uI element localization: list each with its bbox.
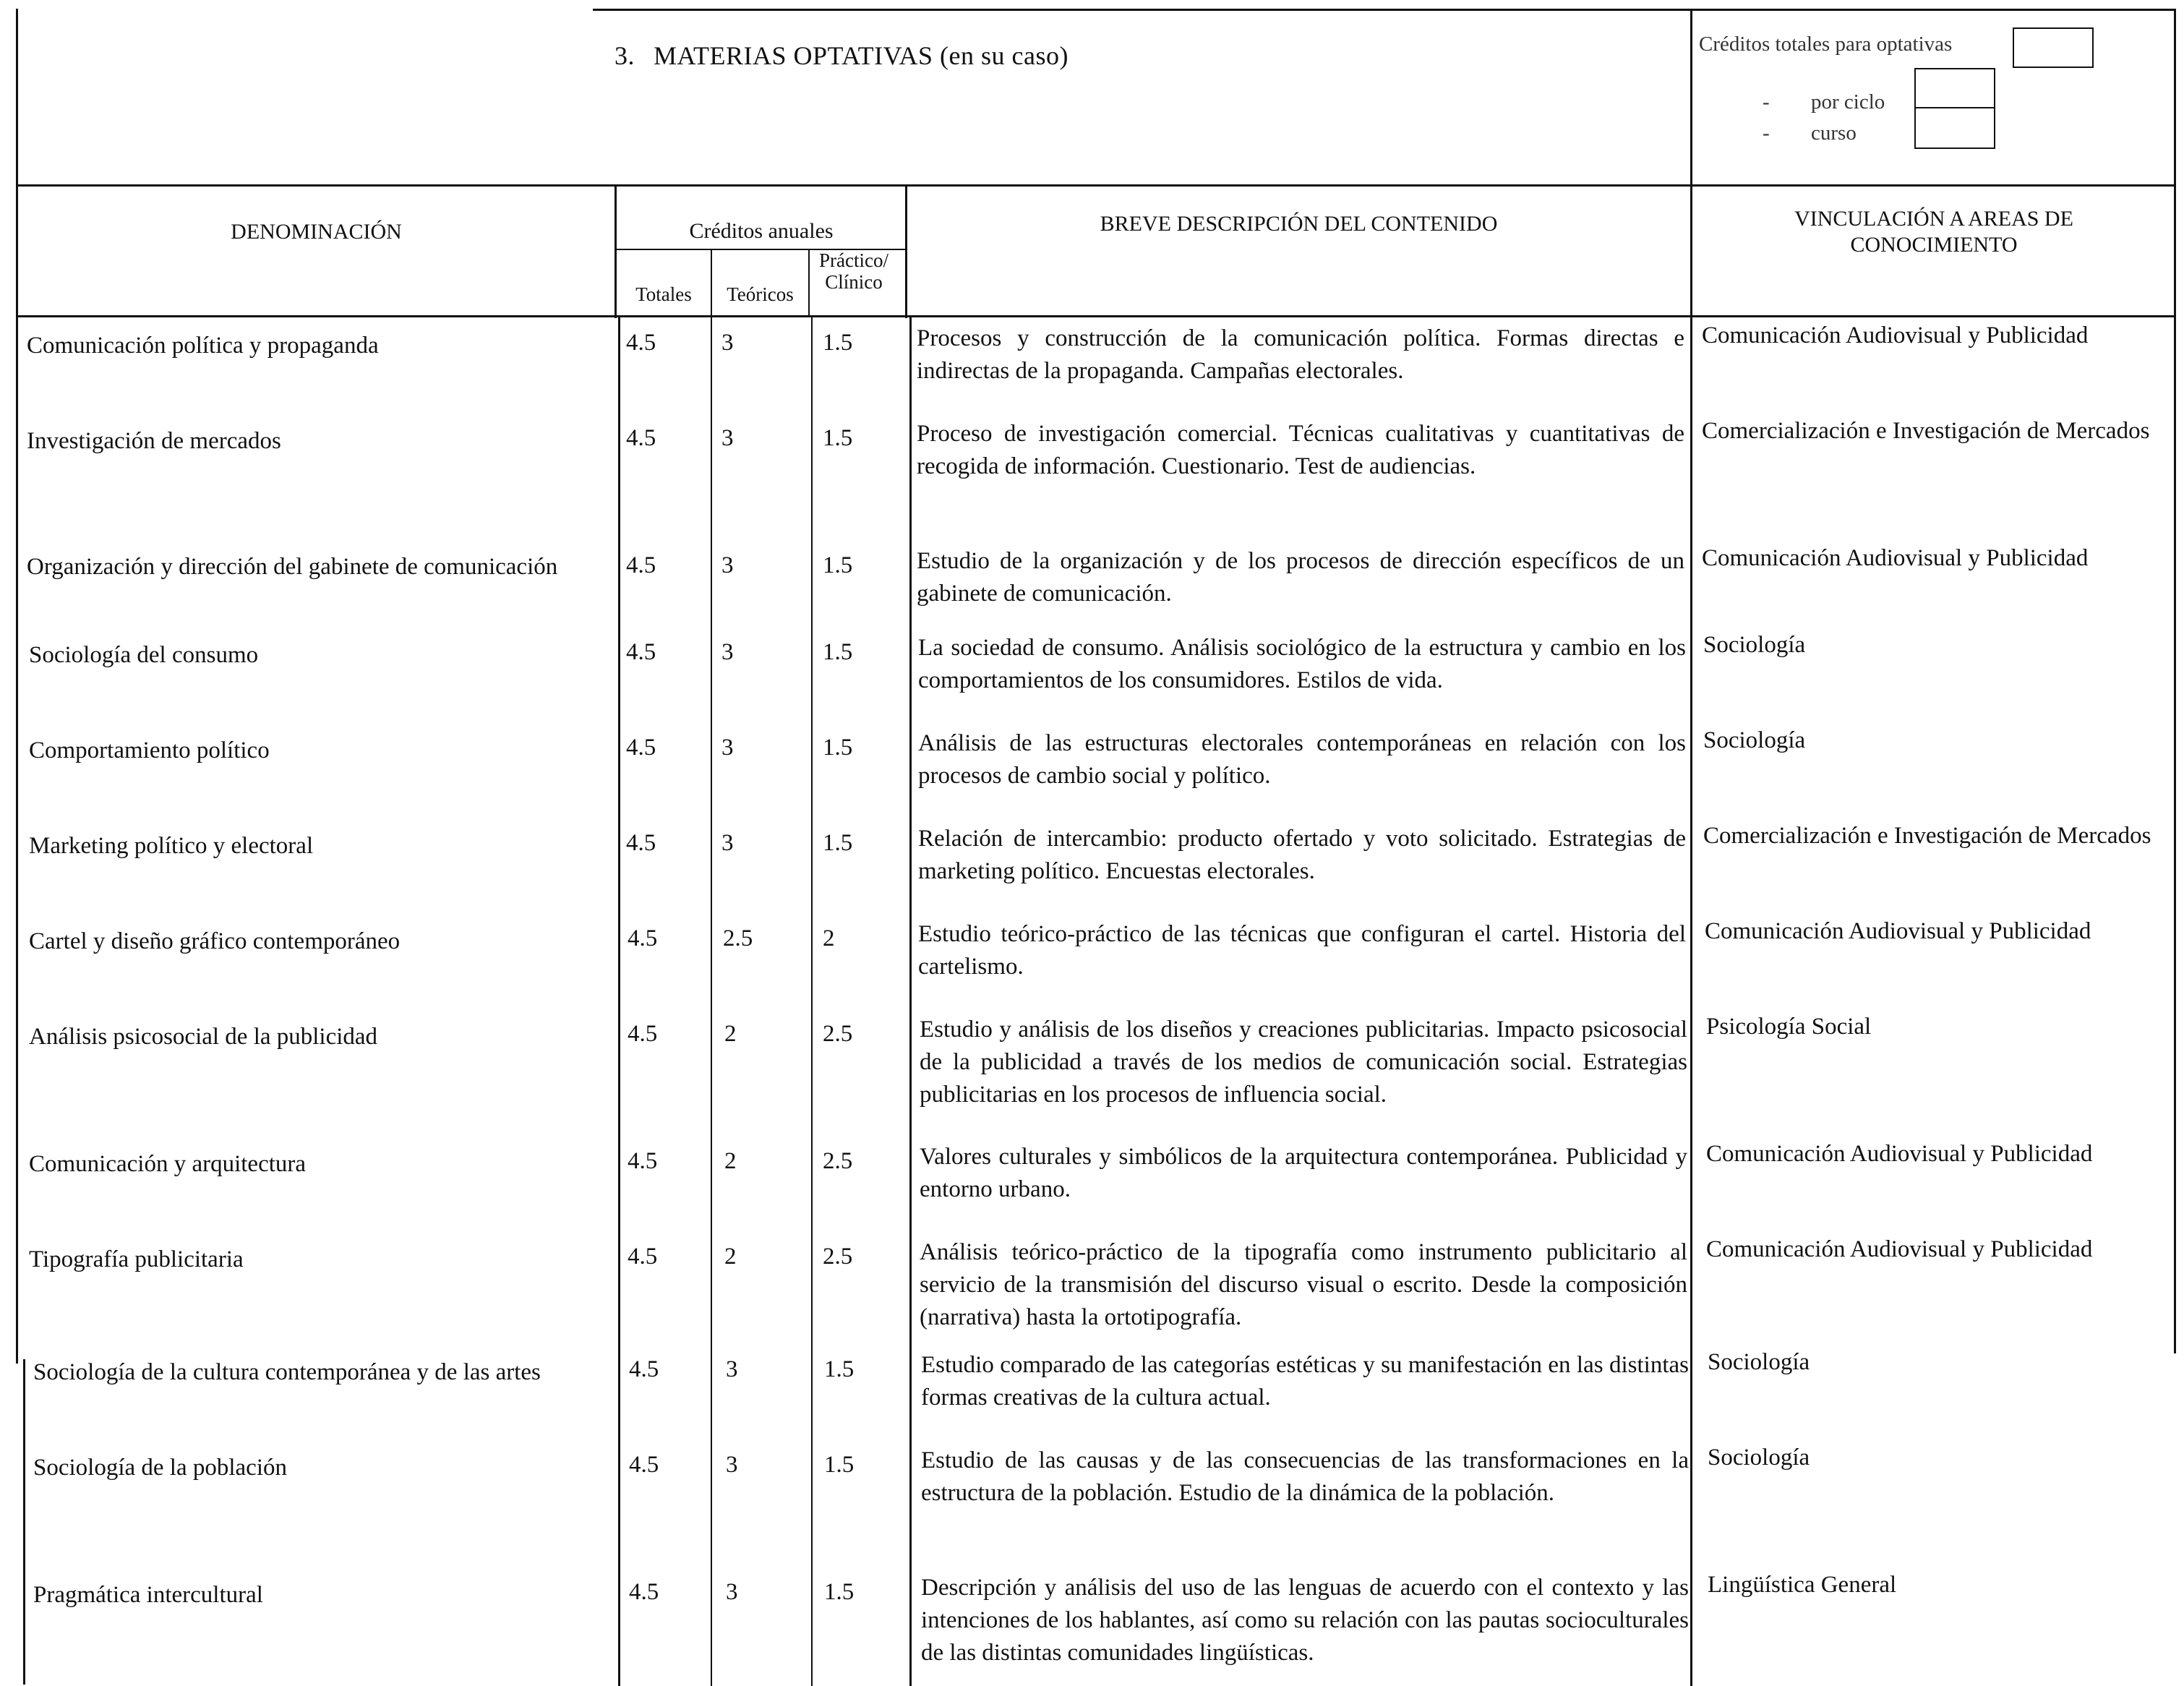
row-8-descripcion: Estudio y análisis de los diseños y creaciones publicitarias. Impacto psicosocial de la publicidad a través de los medios de comunicación social. Estrategias publicitarias en los procesos de influencia social. (920, 1017, 1687, 1108)
row-6-teoricos: 3 (721, 830, 734, 856)
per-cycle-box (1914, 68, 1995, 110)
row-13-teoricos: 3 (726, 1579, 738, 1605)
dash-per-course: - (1763, 121, 1770, 145)
row-5-teoricos: 3 (721, 735, 734, 761)
row-11-teoricos: 3 (726, 1356, 738, 1382)
row-7-name: Cartel y diseño gráfico contemporáneo (29, 928, 401, 954)
row-5-descripcion: Análisis de las estructuras electorales contemporáneas en relación con los procesos de cambio social y político. (918, 730, 1686, 789)
row-12-name: Sociología de la población (33, 1455, 287, 1481)
row-8-totales: 4.5 (628, 1021, 658, 1047)
body-sep-2 (909, 315, 912, 1686)
row-1-area: Comunicación Audiovisual y Publicidad (1702, 322, 2089, 348)
row-12-descripcion: Estudio de las causas y de las consecuencias de las transformaciones en la estructura de la población. Estudio de la dinámica de la población. (921, 1447, 1689, 1506)
body-sep-3 (1690, 315, 1692, 1686)
body-sep-1 (618, 315, 620, 1686)
col-sep-2 (905, 184, 907, 318)
body-sep-teoricos (811, 315, 813, 1686)
row-10-descripcion: Análisis teórico-práctico de la tipografía como instrumento publicitario al servicio de la transmisión del discurso visual o escrito. Desde la composición (narrativa) hasta la ortotipografía. (920, 1239, 1687, 1330)
row-5-practico: 1.5 (823, 735, 853, 761)
row-11-area: Sociología (1708, 1349, 1810, 1375)
section-title-text: MATERIAS OPTATIVAS (en su caso) (654, 41, 1069, 70)
row-11-totales: 4.5 (629, 1356, 659, 1382)
row-7-teoricos: 2.5 (723, 925, 753, 951)
row-3-area: Comunicación Audiovisual y Publicidad (1702, 545, 2089, 571)
row-7-practico: 2 (823, 925, 835, 951)
col-creditos-anuales: Créditos anuales (689, 219, 834, 243)
row-3-practico: 1.5 (823, 552, 853, 578)
colheads-bottom-border (16, 315, 2176, 317)
col-totales: Totales (635, 283, 692, 305)
col-vinculacion: VINCULACIÓN A AREAS DE CONOCIMIENTO (1794, 207, 2073, 257)
credits-total-box (2013, 27, 2094, 68)
body-sep-totales (711, 315, 712, 1686)
row-6-descripcion: Relación de intercambio: producto ofertado y voto solicitado. Estrategias de marketing político. Encuestas electorales. (918, 826, 1686, 884)
row-1-teoricos: 3 (721, 330, 734, 356)
row-3-teoricos: 3 (721, 552, 734, 578)
row-11-descripcion: Estudio comparado de las categorías estéticas y su manifestación en las distintas formas creativas de la cultura actual. (921, 1352, 1689, 1411)
row-1-descripcion: Procesos y construcción de la comunicación política. Formas directas e indirectas de la propaganda. Campañas electorales. (917, 325, 1684, 384)
row-9-name: Comunicación y arquitectura (29, 1151, 307, 1177)
row-10-totales: 4.5 (628, 1244, 658, 1270)
row-13-descripcion: Descripción y análisis del uso de las lenguas de acuerdo con el contexto y las intenciones de los hablantes, así como su relación con las pautas socioculturales de las distintas comunidades lingüísticas. (921, 1575, 1689, 1666)
row-10-name: Tipografía publicitaria (29, 1246, 244, 1272)
left-border-body (16, 315, 18, 1364)
row-11-practico: 1.5 (824, 1356, 855, 1382)
row-8-name: Análisis psicosocial de la publicidad (29, 1024, 378, 1050)
col-denominacion: DENOMINACIÓN (231, 220, 402, 244)
row-8-teoricos: 2 (724, 1021, 737, 1047)
row-12-totales: 4.5 (629, 1452, 659, 1478)
left-border-header (16, 9, 18, 320)
row-13-area: Lingüística General (1708, 1572, 1897, 1598)
row-2-name: Investigación de mercados (27, 428, 281, 454)
row-4-area: Sociología (1703, 632, 1806, 658)
row-9-teoricos: 2 (724, 1148, 737, 1174)
row-3-descripcion: Estudio de la organización y de los procesos de dirección específicos de un gabinete de comunicación. (917, 548, 1684, 607)
row-13-practico: 1.5 (824, 1579, 855, 1605)
row-8-area: Psicología Social (1706, 1014, 1872, 1040)
row-4-name: Sociología del consumo (29, 642, 259, 668)
row-9-practico: 2.5 (823, 1148, 853, 1174)
row-1-name: Comunicación política y propaganda (27, 333, 379, 359)
row-2-practico: 1.5 (823, 425, 853, 451)
header-bottom-border (16, 184, 2176, 187)
per-cycle-label: por ciclo (1811, 90, 1885, 114)
row-11-name: Sociología de la cultura contemporánea y de las artes (33, 1359, 541, 1385)
row-12-practico: 1.5 (824, 1452, 855, 1478)
row-7-area: Comunicación Audiovisual y Publicidad (1705, 918, 2091, 944)
col-teoricos: Teóricos (727, 283, 794, 305)
row-10-teoricos: 2 (724, 1244, 737, 1270)
top-border (593, 9, 2176, 11)
per-course-box (1914, 107, 1995, 149)
row-10-practico: 2.5 (823, 1244, 853, 1270)
col-sep-teoricos (808, 249, 810, 317)
row-3-totales: 4.5 (626, 552, 656, 578)
row-8-practico: 2.5 (823, 1021, 853, 1047)
row-12-teoricos: 3 (726, 1452, 738, 1478)
row-1-practico: 1.5 (823, 330, 853, 356)
row-4-totales: 4.5 (626, 639, 656, 665)
row-13-totales: 4.5 (629, 1579, 659, 1605)
per-course-label: curso (1811, 121, 1857, 145)
row-2-teoricos: 3 (721, 425, 734, 451)
row-9-descripcion: Valores culturales y simbólicos de la arquitectura contemporánea. Publicidad y entorno urbano. (920, 1144, 1687, 1202)
row-6-totales: 4.5 (626, 830, 656, 856)
row-5-totales: 4.5 (626, 735, 656, 761)
row-5-area: Sociología (1703, 727, 1806, 753)
row-6-area: Comercialización e Investigación de Mercados (1703, 823, 2151, 849)
row-1-totales: 4.5 (626, 330, 656, 356)
row-7-descripcion: Estudio teórico-práctico de las técnicas que configuran el cartel. Historia del cartelismo. (918, 921, 1686, 980)
row-13-name: Pragmática intercultural (33, 1582, 263, 1608)
col-descripcion: BREVE DESCRIPCIÓN DEL CONTENIDO (1100, 212, 1498, 236)
row-9-area: Comunicación Audiovisual y Publicidad (1706, 1141, 2093, 1167)
row-4-teoricos: 3 (721, 639, 734, 665)
left-border-body-lower (23, 1359, 25, 1685)
section-number: 3. (614, 41, 635, 70)
section-title (614, 40, 1069, 71)
row-2-descripcion: Proceso de investigación comercial. Técnicas cualitativas y cuantitativas de recogida de información. Cuestionario. Test de audiencias. (917, 421, 1684, 479)
row-10-area: Comunicación Audiovisual y Publicidad (1706, 1236, 2093, 1262)
row-3-name: Organización y dirección del gabinete de comunicación (27, 554, 558, 580)
row-4-practico: 1.5 (823, 639, 853, 665)
header-divider-vertical (1690, 9, 1692, 316)
row-7-totales: 4.5 (628, 925, 658, 951)
row-2-area: Comercialización e Investigación de Mercados (1702, 418, 2150, 444)
row-12-area: Sociología (1708, 1445, 1810, 1471)
col-practico: Práctico/ Clínico (819, 249, 888, 293)
row-6-name: Marketing político y electoral (29, 833, 314, 859)
row-6-practico: 1.5 (823, 830, 853, 856)
dash-per-cycle: - (1763, 90, 1770, 114)
credits-total-label: Créditos totales para optativas (1699, 33, 1953, 56)
row-9-totales: 4.5 (628, 1148, 658, 1174)
row-5-name: Comportamiento político (29, 737, 270, 763)
row-2-totales: 4.5 (626, 425, 656, 451)
row-4-descripcion: La sociedad de consumo. Análisis sociológico de la estructura y cambio en los comportamientos de los consumidores. Estilos de vida. (918, 635, 1686, 693)
